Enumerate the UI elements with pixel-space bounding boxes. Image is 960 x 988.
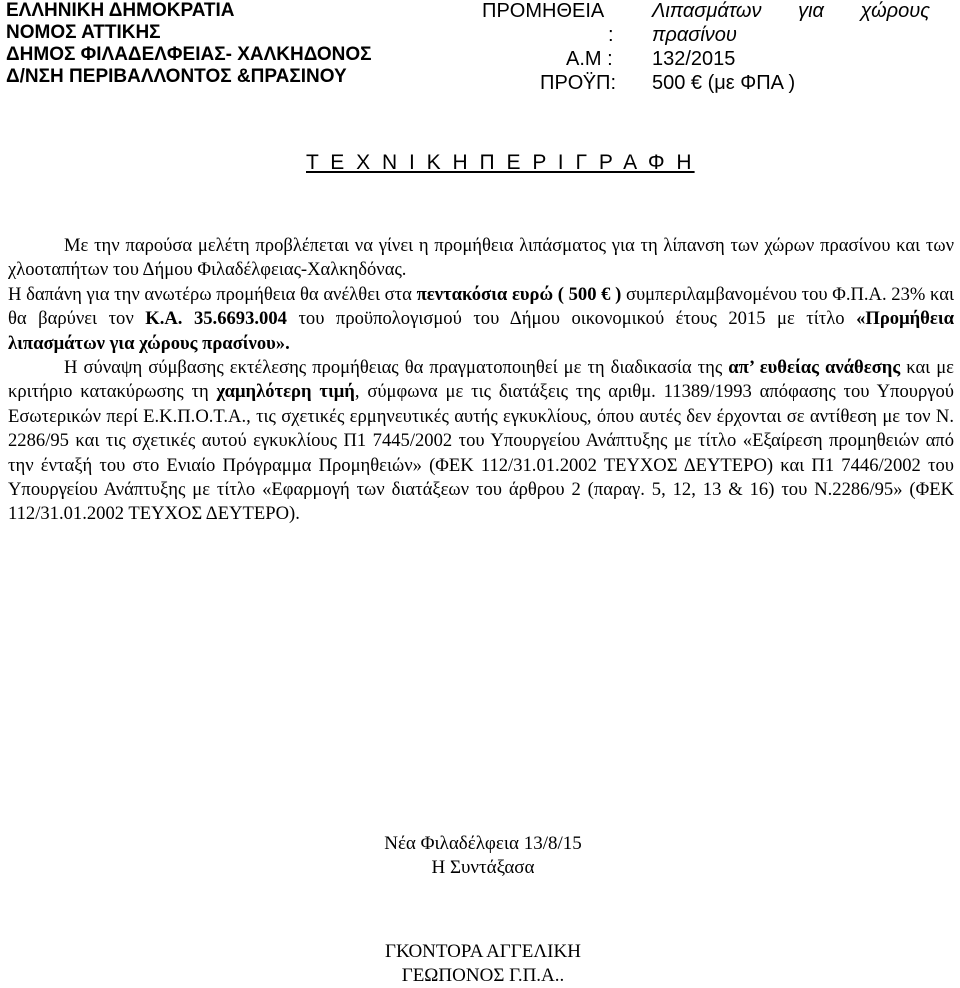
issuer-line: ΝΟΜΟΣ ΑΤΤΙΚΗΣ [6, 22, 161, 43]
am-label: Α.Μ : [566, 48, 613, 70]
award-criterion: χαμηλότερη τιμή [216, 381, 355, 403]
supply-row [482, 0, 952, 24]
project-title: «Προμήθεια λιπασμάτων για χώρους πρασίνου». [8, 308, 954, 354]
supply-label: ΠΡΟΜΗΘΕΙΑ [482, 0, 605, 22]
text-run: , σύμφωνα με τις διατάξεις της αριθμ. 11389/1993 απόφασης του Υπουργού Εσωτερικών περί Ε.Κ.Π.Ο.Τ.Α., τις σχετικές ερμηνευτικές αυτής εγκυκλίους, όπου αυτές δεν έρχονται σε αντίθεση με τον Ν. 2286/95 και τις σχετικές αυτού εγκυκλίους Π1 7445/2002 του Υπουργείου Ανάπτυξης με τίτλο «Εξαίρεση προμηθειών από την ένταξή του στο Ενιαίο Πρόγραμμα Προμηθειών» (ΦΕΚ 112/31.01.2002 ΤΕΥΧΟΣ ΔΕΥΤΕΡΟ) και Π1 7446/2002 του Υπουργείου Ανάπτυξης με τίτλο «Εφαρμογή των διατάξεων του άρθρου 2 (παραγ. 5, 12, 13 & 16) του Ν.2286/95» (ΦΕΚ 112/31.01.2002 ΤΕΥΧΟΣ ΔΕΥΤΕΡΟ). [8, 381, 954, 525]
text-run: Η σύναψη σύμβασης εκτέλεσης προμήθειας θα πραγματοποιηθεί με τη διαδικασία της [64, 357, 729, 379]
budget-code: Κ.Α. 35.6693.004 [145, 308, 287, 330]
budget-value: 500 € (με ΦΠΑ ) [652, 72, 796, 94]
signature-date-block [358, 832, 608, 880]
text-run: συμπεριλαμβανομένου του Φ.Π.Α. 23% και θα βαρύνει τον [8, 283, 954, 330]
paragraph-procedure [8, 356, 954, 527]
supply-word: Λιπασμάτων [652, 0, 762, 22]
place-date: Νέα Φιλαδέλφεια 13/8/15 [384, 833, 582, 854]
author-role: Η Συντάξασα [431, 857, 535, 878]
supply-colon: : [608, 24, 614, 46]
author-title: ΓΕΩΠΟΝΟΣ Γ.Π.Α.. [401, 965, 565, 986]
am-value: 132/2015 [652, 48, 736, 70]
paragraph-scope: Με την παρούσα μελέτη προβλέπεται να γίνει η προμήθεια λιπάσματος για τη λίπανση των χώρων πρασίνου και των χλοοταπήτων του Δήμου Φιλαδέλφειας-Χαλκηδόνας. [8, 235, 954, 281]
supply-cont: πρασίνου [652, 24, 737, 46]
issuer-line: Δ/ΝΣΗ ΠΕΡΙΒΑΛΛΟΝΤΟΣ &ΠΡΑΣΙΝΟΥ [6, 66, 347, 87]
issuer-block [6, 0, 446, 88]
author-name: ΓΚΟΝΤΟΡΑ ΑΓΓΕΛΙΚΗ [385, 941, 581, 962]
award-method: απ’ ευθείας ανάθεσης [728, 357, 901, 379]
text-run: Η δαπάνη για την ανωτέρω προμήθεια θα ανέλθει στα [8, 283, 417, 305]
project-info-block [482, 0, 952, 96]
paragraph-cost [8, 283, 954, 356]
text-run: και με κριτήριο κατακύρωσης τη [8, 357, 954, 403]
signature-name-block [358, 940, 608, 988]
document-title: Τ Ε Χ Ν Ι Κ Η Π Ε Ρ Ι Γ Ρ Α Φ Η [306, 151, 695, 174]
supply-word: για [798, 0, 824, 22]
budget-label: ΠΡΟΫΠ: [540, 72, 617, 94]
budget-row [482, 72, 952, 96]
issuer-line: ΕΛΛΗΝΙΚΗ ΔΗΜΟΚΡΑΤΙΑ [6, 0, 235, 21]
am-row [482, 48, 952, 72]
supply-row-cont [482, 24, 952, 48]
document-body [8, 234, 954, 527]
supply-word: χώρους [860, 0, 930, 22]
issuer-line: ΔΗΜΟΣ ΦΙΛΑΔΕΛΦΕΙΑΣ- ΧΑΛΚΗΔΟΝΟΣ [6, 44, 372, 65]
supply-value [652, 0, 930, 23]
text-run: του προϋπολογισμού του Δήμου οικονομικού έτους 2015 με τίτλο [286, 308, 857, 330]
amount-words: πεντακόσια ευρώ ( 500 € ) [416, 283, 622, 305]
